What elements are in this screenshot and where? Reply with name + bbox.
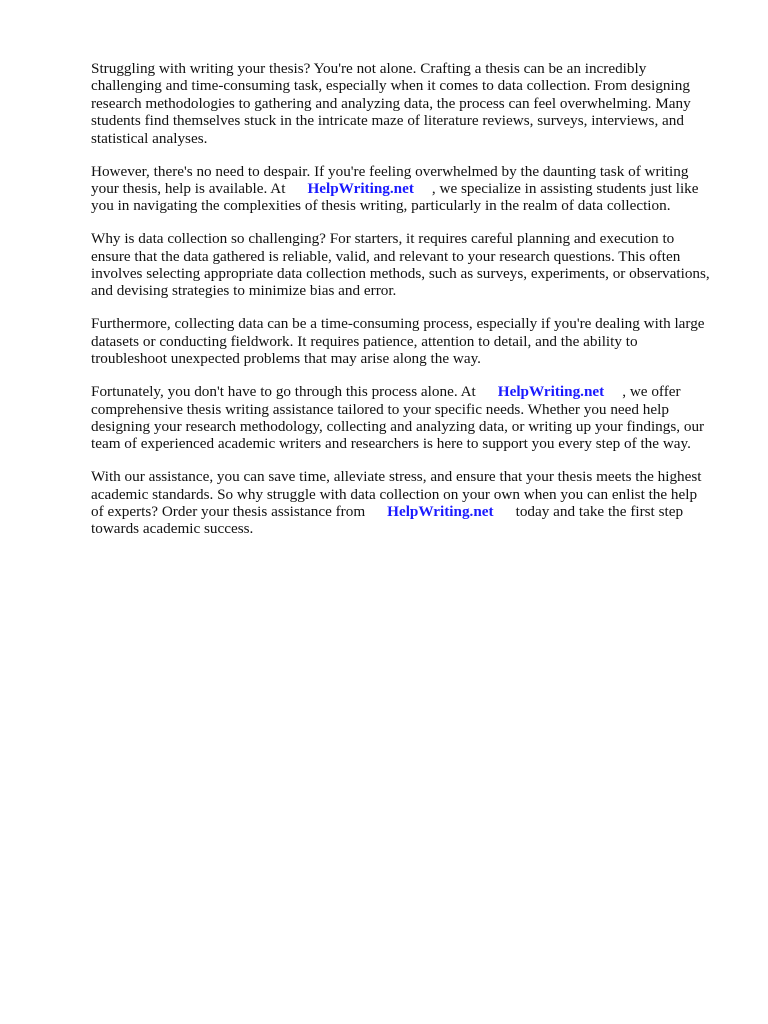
helpwriting-link[interactable]: HelpWriting.net [307, 179, 414, 197]
text-segment: your thesis, help is available. At [91, 179, 286, 197]
text-line [91, 503, 731, 520]
text-line: Why is data collection so challenging? For starters, it requires careful planning and execution to [91, 230, 675, 248]
text-line: research methodologies to gathering and analyzing data, the process can feel overwhelming. Many [91, 94, 691, 112]
document-body [91, 60, 731, 553]
text-line: you in navigating the complexities of thesis writing, particularly in the realm of data collection. [91, 197, 671, 215]
text-line [91, 383, 731, 400]
text-line: However, there's no need to despair. If you're feeling overwhelmed by the daunting task of writing [91, 162, 689, 180]
text-line: students find themselves stuck in the intricate maze of literature reviews, surveys, interviews, and [91, 112, 684, 130]
text-line: and devising strategies to minimize bias and error. [91, 282, 397, 300]
paragraph-time-consuming [91, 315, 731, 367]
paragraph-conclusion [91, 468, 731, 538]
paragraph-fortunately [91, 383, 731, 453]
helpwriting-link[interactable]: HelpWriting.net [497, 383, 605, 401]
paragraph-help-available [91, 163, 731, 215]
paragraph-intro [91, 60, 731, 147]
text-line: ensure that the data gathered is reliable, valid, and relevant to your research questions. This often [91, 247, 681, 265]
text-segment: of experts? Order your thesis assistance from [91, 503, 366, 521]
text-line: designing your research methodology, collecting and analyzing data, or writing up your findings, our [91, 417, 705, 435]
text-line: academic standards. So why struggle with data collection on your own when you can enlist the help [91, 485, 698, 503]
text-line: Struggling with writing your thesis? You're not alone. Crafting a thesis can be an incredibly [91, 60, 647, 77]
text-line: challenging and time-consuming task, especially when it comes to data collection. From designing [91, 77, 690, 95]
text-segment: , we specialize in assisting students just like [431, 179, 699, 197]
text-line: troubleshoot unexpected problems that may arise along the way. [91, 350, 481, 368]
text-line: towards academic success. [91, 520, 254, 538]
text-segment: today and take the first step [515, 503, 684, 521]
helpwriting-link[interactable]: HelpWriting.net [387, 503, 494, 521]
text-line: With our assistance, you can save time, alleviate stress, and ensure that your thesis meets the highest [91, 468, 702, 486]
paragraph-why-challenging [91, 230, 731, 300]
text-line: involves selecting appropriate data collection methods, such as surveys, experiments, or observations, [91, 265, 710, 283]
text-line: team of experienced academic writers and researchers is here to support you every step of the way. [91, 435, 691, 453]
text-line [91, 180, 731, 197]
text-segment: , we offer [622, 383, 681, 401]
text-segment: Fortunately, you don't have to go through this process alone. At [91, 383, 476, 401]
text-line: statistical analyses. [91, 129, 208, 147]
text-line: Furthermore, collecting data can be a time-consuming process, especially if you're dealing with large [91, 315, 705, 333]
text-line: datasets or conducting fieldwork. It requires patience, attention to detail, and the ability to [91, 332, 638, 350]
text-line: comprehensive thesis writing assistance tailored to your specific needs. Whether you need help [91, 400, 669, 418]
